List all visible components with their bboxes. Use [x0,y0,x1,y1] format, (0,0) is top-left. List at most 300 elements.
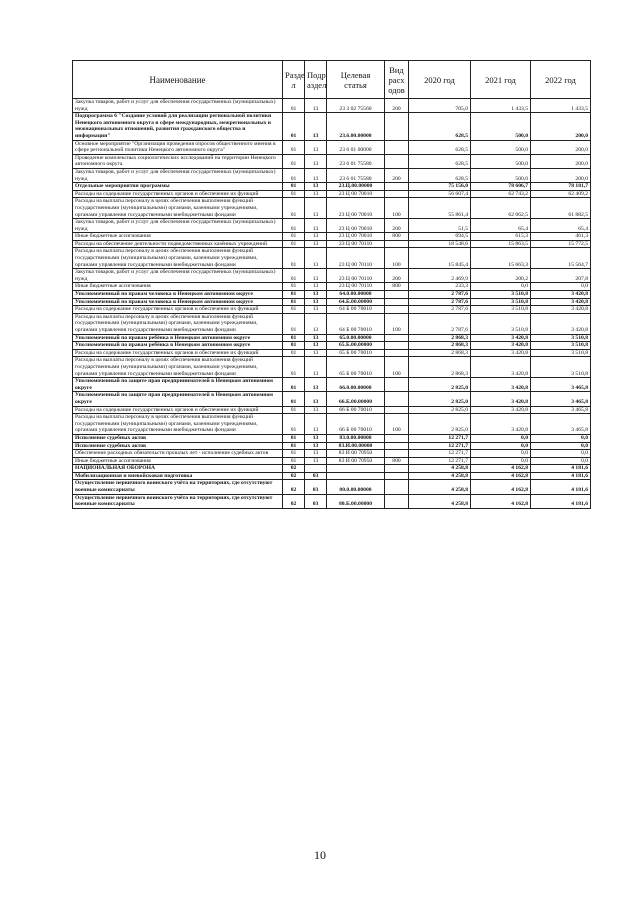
cell-name: Закупка товаров, работ и услуг для обеспечения государственных (муниципальных) нужд [73,99,283,113]
cell-cs: 64.0.00.00000 [327,291,385,299]
cell-v2: 78 606,7 [471,183,531,191]
cell-cs: 83 И 00 70950 [327,450,385,458]
cell-v2: 0,0 [471,442,531,450]
cell-rz: 01 [283,240,305,248]
cell-vr [385,334,409,342]
table-row [73,378,591,392]
cell-pr: 13 [305,392,327,406]
cell-v3: 0,0 [531,434,591,442]
cell-v1: 4 258,8 [409,472,471,480]
table-row [73,442,591,450]
cell-vr [385,406,409,414]
cell-name: Закупка товаров, работ и услуг для обеспечения государственных (муниципальных) нужд [73,219,283,233]
cell-cs: 23.6.00.00000 [327,113,385,140]
cell-rz: 01 [283,219,305,233]
cell-v3: 4 181,6 [531,472,591,480]
cell-rz: 01 [283,190,305,198]
table-row [73,392,591,406]
cell-pr: 13 [305,283,327,291]
table-row [73,414,591,435]
cell-rz: 01 [283,357,305,378]
cell-vr: 800 [385,233,409,241]
cell-v2: 3 510,8 [471,306,531,314]
cell-name: Обеспечение расходных обязательств прошлых лет - исполнение судебных актов [73,450,283,458]
cell-rz: 02 [283,480,305,494]
cell-v3: 200,0 [531,154,591,168]
cell-v3: 0,0 [531,442,591,450]
cell-vr [385,378,409,392]
cell-vr [385,298,409,306]
cell-v2: 500,0 [471,140,531,154]
cell-pr: 13 [305,442,327,450]
cell-name: Отдельные мероприятия программы [73,183,283,191]
table-row [73,219,591,233]
cell-pr: 03 [305,480,327,494]
table-row [73,472,591,480]
table-row [73,269,591,283]
cell-name: Осуществление первичного воинского учёта на территориях, где отсутствуют военные комиссариаты [73,494,283,508]
table-row [73,342,591,350]
cell-name: Исполнение судебных актов [73,442,283,450]
cell-vr [385,291,409,299]
table-row [73,465,591,473]
cell-pr: 13 [305,140,327,154]
cell-pr: 13 [305,168,327,182]
cell-v2: 4 162,8 [471,472,531,480]
cell-v1: 694,5 [409,233,471,241]
cell-name: Расходы на содержание государственных органов и обеспечение их функций [73,349,283,357]
cell-name: Исполнение судебных актов [73,434,283,442]
cell-v1: 2 825,0 [409,414,471,435]
cell-name: Осуществление первичного воинского учёта на территориях, где отсутствуют военные комиссариаты [73,480,283,494]
table-row [73,494,591,508]
cell-vr [385,442,409,450]
cell-rz: 01 [283,291,305,299]
cell-pr: 13 [305,219,327,233]
cell-v3: 200,0 [531,168,591,182]
table-row [73,357,591,378]
cell-cs: 23 Ц 00 70010 [327,190,385,198]
cell-rz: 02 [283,494,305,508]
table-row [73,306,591,314]
cell-pr: 13 [305,349,327,357]
cell-v2: 200,2 [471,269,531,283]
cell-rz: 01 [283,342,305,350]
budget-document [72,60,590,509]
cell-pr [305,465,327,473]
cell-rz: 01 [283,140,305,154]
cell-v3: 3 465,8 [531,378,591,392]
header-2022: 2022 год [531,61,591,99]
cell-rz: 01 [283,392,305,406]
cell-v2: 3 420,8 [471,392,531,406]
cell-name: Проведение комплексных социологических исследований на территории Ненецкого автономного округа [73,154,283,168]
cell-cs: 23 Ц 00 70110 [327,248,385,269]
cell-v2: 3 420,8 [471,349,531,357]
cell-cs: 66.Б.00.00000 [327,392,385,406]
cell-cs: 65.0.00.00000 [327,334,385,342]
cell-name: Иные бюджетные ассигнования [73,283,283,291]
cell-v1: 12 271,7 [409,457,471,465]
cell-vr [385,450,409,458]
cell-v3: 200,0 [531,140,591,154]
cell-pr: 13 [305,99,327,113]
cell-cs: 23 Ц 00 70110 [327,269,385,283]
cell-v3: 4 181,6 [531,465,591,473]
cell-vr [385,113,409,140]
cell-vr: 100 [385,198,409,219]
cell-name: Уполномоченный по защите прав предпринимателей в Ненецком автономном округе [73,378,283,392]
table-row [73,313,591,334]
cell-v1: 2 868,3 [409,349,471,357]
cell-rz: 01 [283,154,305,168]
cell-name: Закупка товаров, работ и услуг для обеспечения государственных (муниципальных) нужд [73,168,283,182]
cell-v3: 207,8 [531,269,591,283]
cell-v3: 0,0 [531,457,591,465]
cell-cs: 83 И 00 70950 [327,457,385,465]
header-vid: Вид расх одов [385,61,409,99]
cell-name: Уполномоченный по правам человека в Ненецком автономном округе [73,291,283,299]
cell-rz: 01 [283,313,305,334]
cell-name: Закупка товаров, работ и услуг для обеспечения государственных (муниципальных) нужд [73,269,283,283]
table-row [73,349,591,357]
cell-rz: 01 [283,450,305,458]
cell-name: Расходы на выплаты персоналу в целях обеспечения выполнения функций государственными (муниципальными) органами, казенными учреждениями, органами управления государственными внебюджетными фондами [73,248,283,269]
cell-cs: 65 Б 00 70010 [327,357,385,378]
table-row [73,406,591,414]
table-row [73,198,591,219]
cell-vr [385,306,409,314]
cell-pr: 13 [305,248,327,269]
cell-name: Расходы на содержание государственных органов и обеспечение их функций [73,190,283,198]
cell-cs: 23 Ц 00 70110 [327,240,385,248]
cell-rz: 01 [283,306,305,314]
cell-v1: 55 861,4 [409,198,471,219]
cell-cs: 80.0.00.00000 [327,480,385,494]
cell-rz: 01 [283,349,305,357]
header-2020: 2020 год [409,61,471,99]
cell-rz: 01 [283,248,305,269]
cell-pr: 13 [305,334,327,342]
cell-v1: 2 787,6 [409,298,471,306]
cell-name: Иные бюджетные ассигнования [73,233,283,241]
cell-name: Расходы на выплаты персоналу в целях обеспечения выполнения функций государственными (муниципальными) органами, казенными учреждениями, органами управления государственными внебюджетными фондами [73,198,283,219]
cell-v3: 3 510,8 [531,334,591,342]
cell-cs: 23.Ц.00.00000 [327,183,385,191]
cell-v3: 461,3 [531,233,591,241]
cell-vr [385,480,409,494]
cell-cs: 64 Б 00 70010 [327,306,385,314]
cell-rz: 01 [283,183,305,191]
table-row [73,450,591,458]
cell-v2: 1 433,5 [471,99,531,113]
cell-pr: 13 [305,113,327,140]
cell-name: Подпрограмма 6 "Создание условий для реализации региональной политики Ненецкого автономного округа в сфере международных, межрегиональных и межнациональных отношений, развития гражданского общества и информации" [73,113,283,140]
cell-v2: 62 062,5 [471,198,531,219]
table-row [73,168,591,182]
cell-vr [385,190,409,198]
cell-v3: 4 181,6 [531,494,591,508]
cell-vr: 100 [385,357,409,378]
cell-v3: 4 181,6 [531,480,591,494]
cell-name: Уполномоченный по защите прав предпринимателей в Ненецком автономном округе [73,392,283,406]
cell-v2: 3 420,8 [471,334,531,342]
cell-pr: 13 [305,342,327,350]
cell-name: Расходы на выплаты персоналу в целях обеспечения выполнения функций государственными (муниципальными) органами, казенными учреждениями, органами управления государственными внебюджетными фондами [73,414,283,435]
cell-v1: 18 548,6 [409,240,471,248]
cell-v3: 200,0 [531,113,591,140]
cell-pr: 13 [305,269,327,283]
cell-v1: 12 271,7 [409,442,471,450]
cell-cs: 23 Ц 00 70110 [327,283,385,291]
cell-vr [385,465,409,473]
cell-v3: 3 510,8 [531,357,591,378]
cell-vr: 100 [385,414,409,435]
cell-v3: 3 420,8 [531,298,591,306]
cell-cs: 23 6 01 00000 [327,140,385,154]
cell-vr: 200 [385,269,409,283]
cell-v1: 4 258,8 [409,465,471,473]
cell-v1: 2 825,0 [409,392,471,406]
table-row [73,140,591,154]
cell-pr: 13 [305,313,327,334]
cell-vr: 800 [385,283,409,291]
table-row [73,154,591,168]
cell-v2: 4 162,8 [471,494,531,508]
cell-v2: 15 663,3 [471,248,531,269]
cell-vr: 200 [385,168,409,182]
table-row [73,298,591,306]
cell-v1: 2 787,6 [409,306,471,314]
cell-pr: 13 [305,378,327,392]
table-row [73,248,591,269]
cell-v1: 233,3 [409,283,471,291]
cell-pr: 13 [305,154,327,168]
table-row [73,99,591,113]
cell-rz: 02 [283,472,305,480]
cell-v3: 61 882,5 [531,198,591,219]
cell-cs: 23 6 01 75580 [327,154,385,168]
cell-v1: 2 825,0 [409,406,471,414]
table-row [73,233,591,241]
cell-cs: 23 3 02 75560 [327,99,385,113]
table-row [73,457,591,465]
cell-v2: 0,0 [471,434,531,442]
cell-v2: 500,0 [471,113,531,140]
cell-cs: 66 Б 00 70010 [327,406,385,414]
cell-v1: 628,5 [409,168,471,182]
cell-cs: 23 Ц 00 70010 [327,219,385,233]
cell-v1: 56 607,4 [409,190,471,198]
cell-v2: 4 162,8 [471,480,531,494]
cell-v2: 0,0 [471,283,531,291]
cell-cs: 65.Б.00.00000 [327,342,385,350]
cell-rz: 01 [283,269,305,283]
cell-v3: 0,0 [531,450,591,458]
cell-v2: 15 863,5 [471,240,531,248]
table-row [73,291,591,299]
cell-cs: 64.Б.00.00000 [327,298,385,306]
cell-pr: 13 [305,298,327,306]
table-row [73,434,591,442]
cell-pr: 13 [305,414,327,435]
header-razdel: Разде л [283,61,305,99]
cell-v3: 3 465,8 [531,392,591,406]
cell-v2: 3 420,8 [471,406,531,414]
cell-v1: 2 469,9 [409,269,471,283]
cell-rz: 01 [283,168,305,182]
cell-v1: 628,5 [409,113,471,140]
cell-rz: 01 [283,457,305,465]
cell-name: Основное мероприятие "Организация проведения опросов общественного мнения в сфере региональной политики Ненецкого автономного округа" [73,140,283,154]
cell-pr: 13 [305,233,327,241]
cell-v3: 3 465,8 [531,406,591,414]
cell-cs: 83.И.00.00000 [327,442,385,450]
cell-v1: 2 825,0 [409,378,471,392]
cell-v1: 4 258,8 [409,480,471,494]
cell-v1: 705,0 [409,99,471,113]
cell-pr: 13 [305,306,327,314]
cell-vr: 100 [385,248,409,269]
header-podrazdel: Подр аздел [305,61,327,99]
cell-v3: 1 433,5 [531,99,591,113]
cell-v2: 4 162,8 [471,465,531,473]
cell-vr: 200 [385,99,409,113]
table-row [73,113,591,140]
cell-name: Расходы на выплаты персоналу в целях обеспечения выполнения функций государственными (муниципальными) органами, казенными учреждениями, органами управления государственными внебюджетными фондами [73,357,283,378]
cell-v2: 3 420,8 [471,378,531,392]
cell-vr [385,183,409,191]
cell-vr [385,434,409,442]
cell-v3: 0,0 [531,283,591,291]
cell-v2: 65,4 [471,219,531,233]
budget-table [72,60,591,509]
cell-cs [327,472,385,480]
cell-v1: 2 868,3 [409,334,471,342]
cell-v1: 12 271,7 [409,450,471,458]
cell-pr: 13 [305,198,327,219]
cell-v2: 3 510,8 [471,298,531,306]
cell-v2: 3 420,8 [471,357,531,378]
cell-pr: 13 [305,291,327,299]
cell-pr: 13 [305,183,327,191]
cell-vr [385,240,409,248]
cell-v2: 0,0 [471,450,531,458]
cell-v1: 51,5 [409,219,471,233]
cell-rz: 01 [283,442,305,450]
cell-v3: 62 409,2 [531,190,591,198]
table-row [73,283,591,291]
cell-vr: 100 [385,313,409,334]
cell-pr: 03 [305,472,327,480]
cell-v2: 3 420,8 [471,414,531,435]
cell-v3: 15 564,7 [531,248,591,269]
page-number: 10 [314,848,326,862]
cell-vr: 800 [385,457,409,465]
cell-v2: 3 420,8 [471,342,531,350]
cell-rz: 01 [283,434,305,442]
cell-vr: 200 [385,219,409,233]
cell-vr [385,392,409,406]
table-row [73,190,591,198]
cell-vr [385,494,409,508]
cell-rz: 01 [283,99,305,113]
cell-cs: 23 6 01 75580 [327,168,385,182]
cell-rz: 01 [283,414,305,435]
cell-v2: 62 743,2 [471,190,531,198]
cell-name: Уполномоченный по правам человека в Ненецком автономном округе [73,298,283,306]
cell-name: Расходы на обеспечение деятельности подведомственных казённых учреждений [73,240,283,248]
cell-vr [385,140,409,154]
cell-pr: 13 [305,357,327,378]
cell-rz: 01 [283,334,305,342]
cell-cs: 65 Б 00 70010 [327,349,385,357]
cell-name: Расходы на содержание государственных органов и обеспечение их функций [73,406,283,414]
cell-name: Расходы на выплаты персоналу в целях обеспечения выполнения функций государственными (муниципальными) органами, казенными учреждениями, органами управления государственными внебюджетными фондами [73,313,283,334]
table-row [73,334,591,342]
cell-v2: 3 510,8 [471,291,531,299]
cell-cs: 23 Ц 00 70010 [327,198,385,219]
cell-rz: 01 [283,198,305,219]
cell-rz: 01 [283,233,305,241]
cell-cs: 66 Б 00 70010 [327,414,385,435]
cell-rz: 01 [283,113,305,140]
cell-v1: 2 868,3 [409,342,471,350]
cell-v3: 3 420,8 [531,291,591,299]
cell-v1: 12 271,7 [409,434,471,442]
cell-v1: 628,5 [409,140,471,154]
cell-v2: 3 510,8 [471,313,531,334]
table-row [73,183,591,191]
cell-v2: 615,3 [471,233,531,241]
cell-pr: 13 [305,406,327,414]
cell-vr [385,472,409,480]
table-body [73,99,591,509]
cell-pr: 03 [305,494,327,508]
cell-v3: 78 181,7 [531,183,591,191]
cell-v3: 3 465,8 [531,414,591,435]
cell-v1: 2 787,6 [409,313,471,334]
cell-cs: 80.Б.00.00000 [327,494,385,508]
cell-name: Иные бюджетные ассигнования [73,457,283,465]
cell-vr [385,154,409,168]
cell-v2: 500,0 [471,168,531,182]
cell-v3: 3 510,8 [531,342,591,350]
header-2021: 2021 год [471,61,531,99]
cell-v3: 3 510,8 [531,349,591,357]
cell-v1: 2 868,3 [409,357,471,378]
cell-v1: 4 258,8 [409,494,471,508]
cell-v1: 2 787,6 [409,291,471,299]
cell-name: Уполномоченный по правам ребёнка в Ненецком автономном округе [73,342,283,350]
cell-pr: 13 [305,457,327,465]
cell-rz: 01 [283,378,305,392]
cell-name: Уполномоченный по правам ребёнка в Ненецком автономном округе [73,334,283,342]
cell-v1: 628,5 [409,154,471,168]
cell-rz: 01 [283,283,305,291]
cell-name: Мобилизационная и вневойсковая подготовка [73,472,283,480]
cell-v3: 3 420,8 [531,306,591,314]
cell-rz: 01 [283,298,305,306]
cell-cs: 64 Б 00 70010 [327,313,385,334]
cell-pr: 13 [305,434,327,442]
cell-name: НАЦИОНАЛЬНАЯ ОБОРОНА [73,465,283,473]
cell-vr [385,342,409,350]
cell-pr: 13 [305,240,327,248]
header-name: Наименование [73,61,283,99]
cell-rz: 01 [283,406,305,414]
cell-v1: 75 156,0 [409,183,471,191]
